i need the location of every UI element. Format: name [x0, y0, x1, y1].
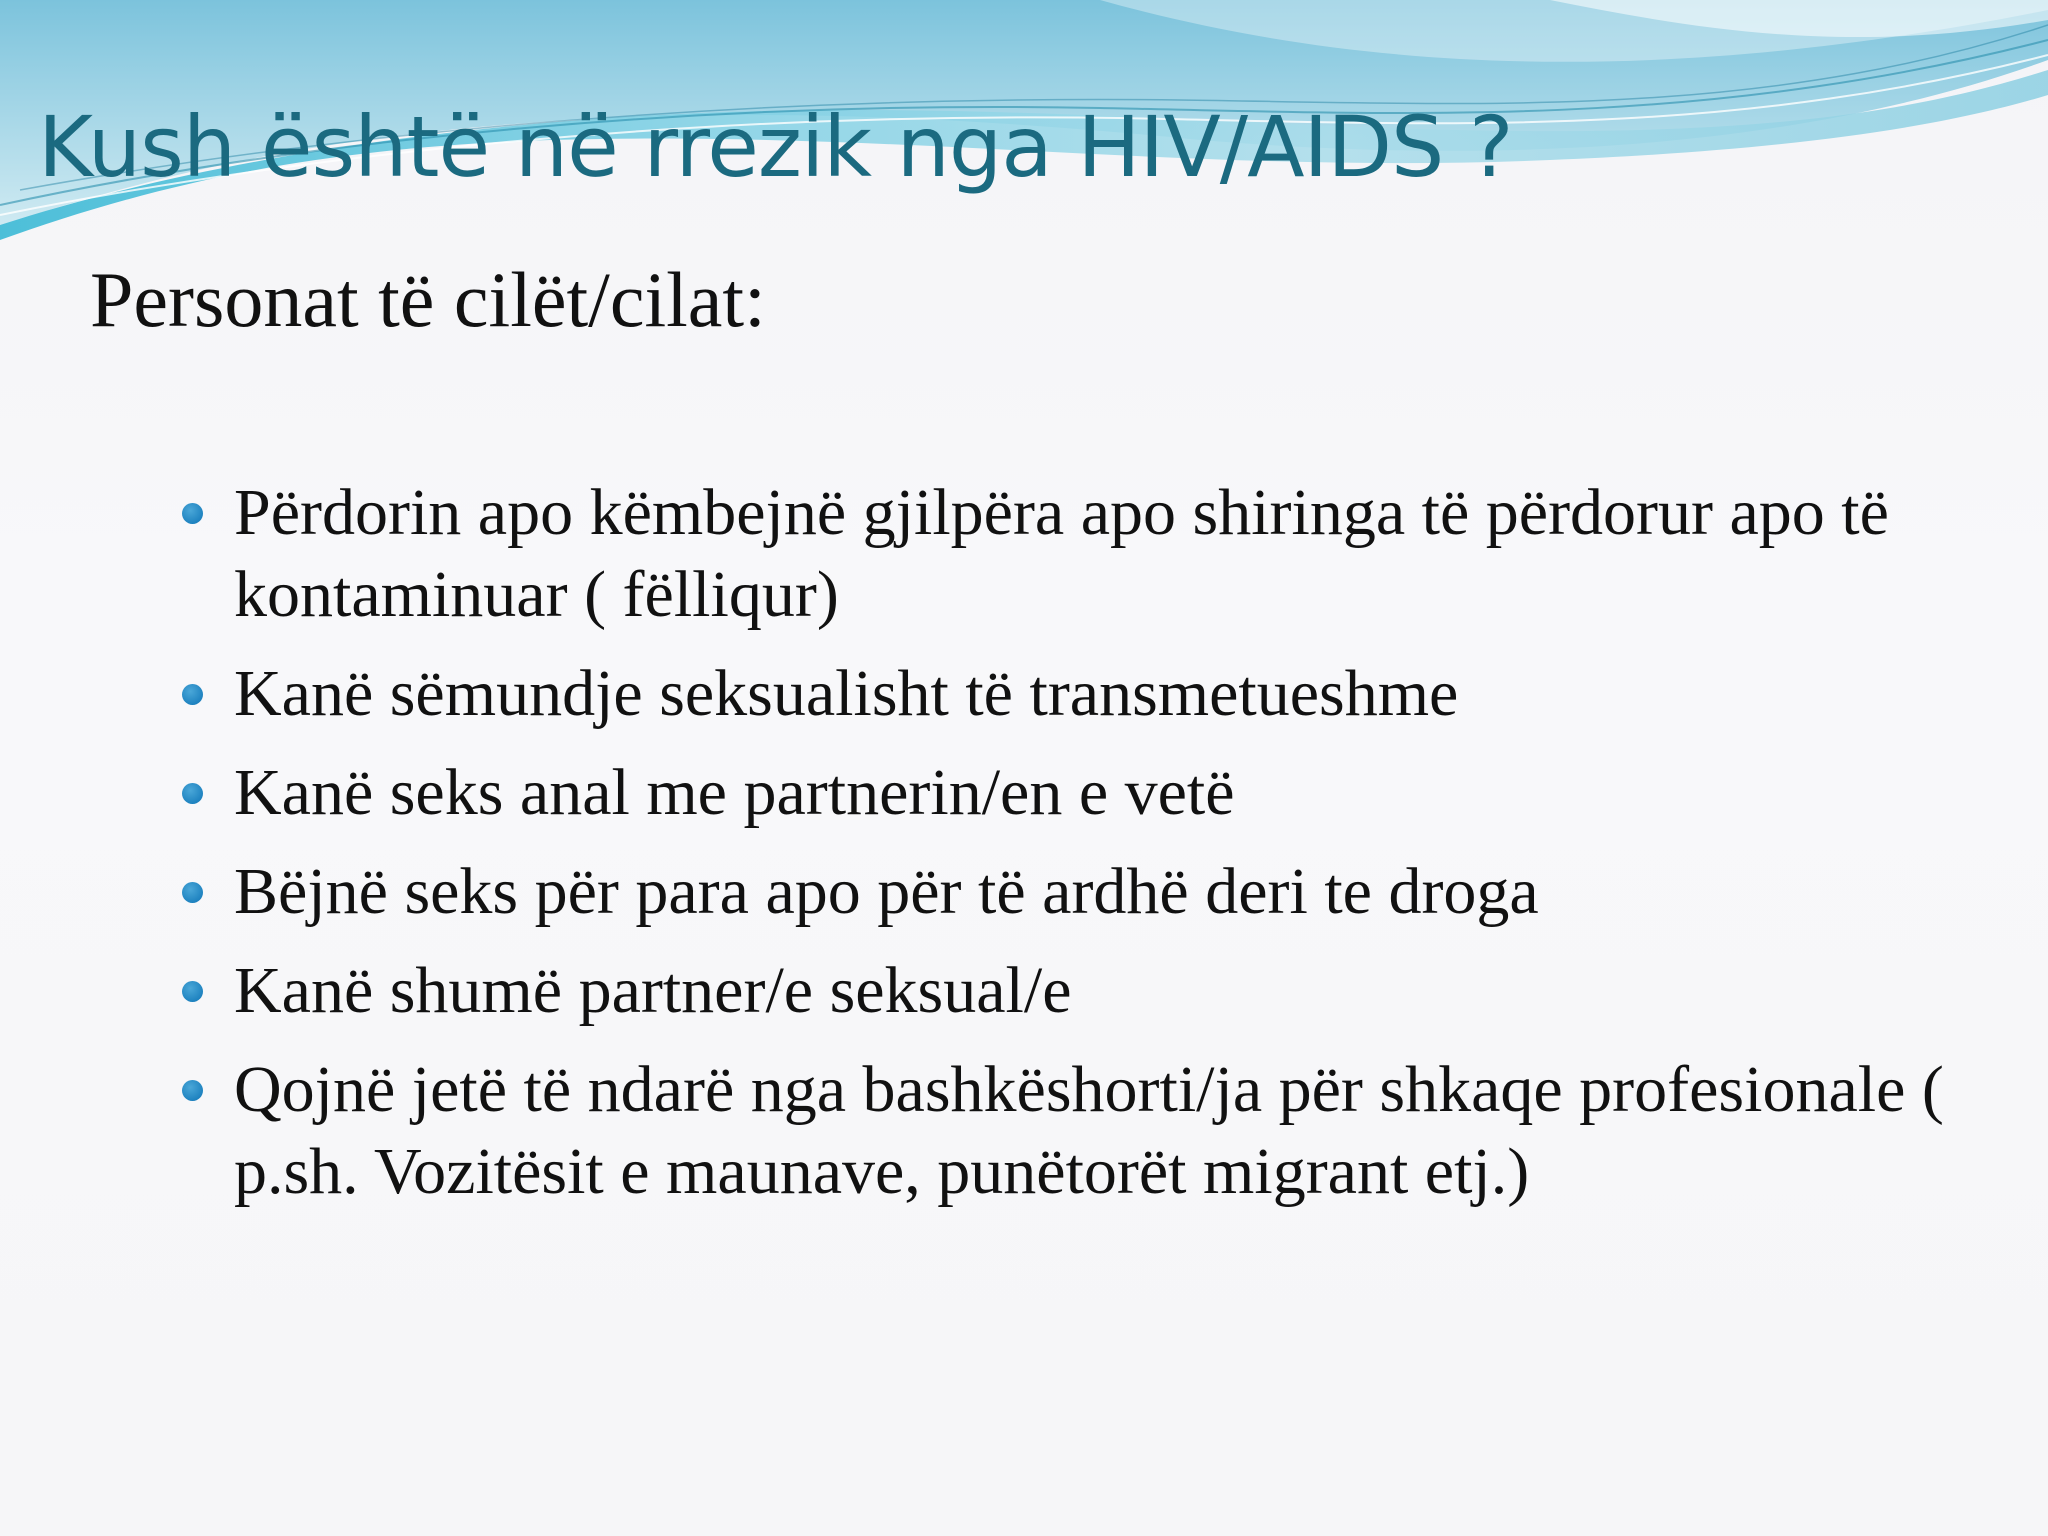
slide-subtitle: Personat të cilët/cilat: — [90, 256, 766, 343]
bullet-text: Kanë shumë partner/e seksual/e — [234, 954, 1072, 1027]
bullet-icon — [182, 783, 203, 804]
slide-title: Kush është në rrezik nga HIV/AIDS ? — [38, 98, 1513, 196]
bullet-text: Përdorin apo këmbejnë gjilpëra apo shiringa të përdorur apo të kontaminuar ( fëlliqur) — [234, 476, 1889, 631]
bullet-text: Bëjnë seks për para apo për të ardhë deri te droga — [234, 855, 1539, 928]
bullet-icon — [182, 684, 203, 705]
list-item — [178, 950, 2008, 1032]
list-item — [178, 472, 2008, 636]
list-item — [178, 653, 2008, 735]
list-item — [178, 851, 2008, 933]
bullet-icon — [182, 981, 203, 1002]
bullet-text: Qojnë jetë të ndarë nga bashkëshorti/ja për shkaqe profesionale ( p.sh. Vozitësit e maunave, punëtorët migrant etj.) — [234, 1053, 1944, 1208]
bullet-icon — [182, 1080, 203, 1101]
bullet-text: Kanë seks anal me partnerin/en e vetë — [234, 756, 1235, 829]
list-item — [178, 1049, 2008, 1213]
bullet-text: Kanë sëmundje seksualisht të transmetueshme — [234, 657, 1459, 730]
list-item — [178, 752, 2008, 834]
bullet-list — [178, 472, 2008, 1230]
bullet-icon — [182, 882, 203, 903]
bullet-icon — [182, 503, 203, 524]
